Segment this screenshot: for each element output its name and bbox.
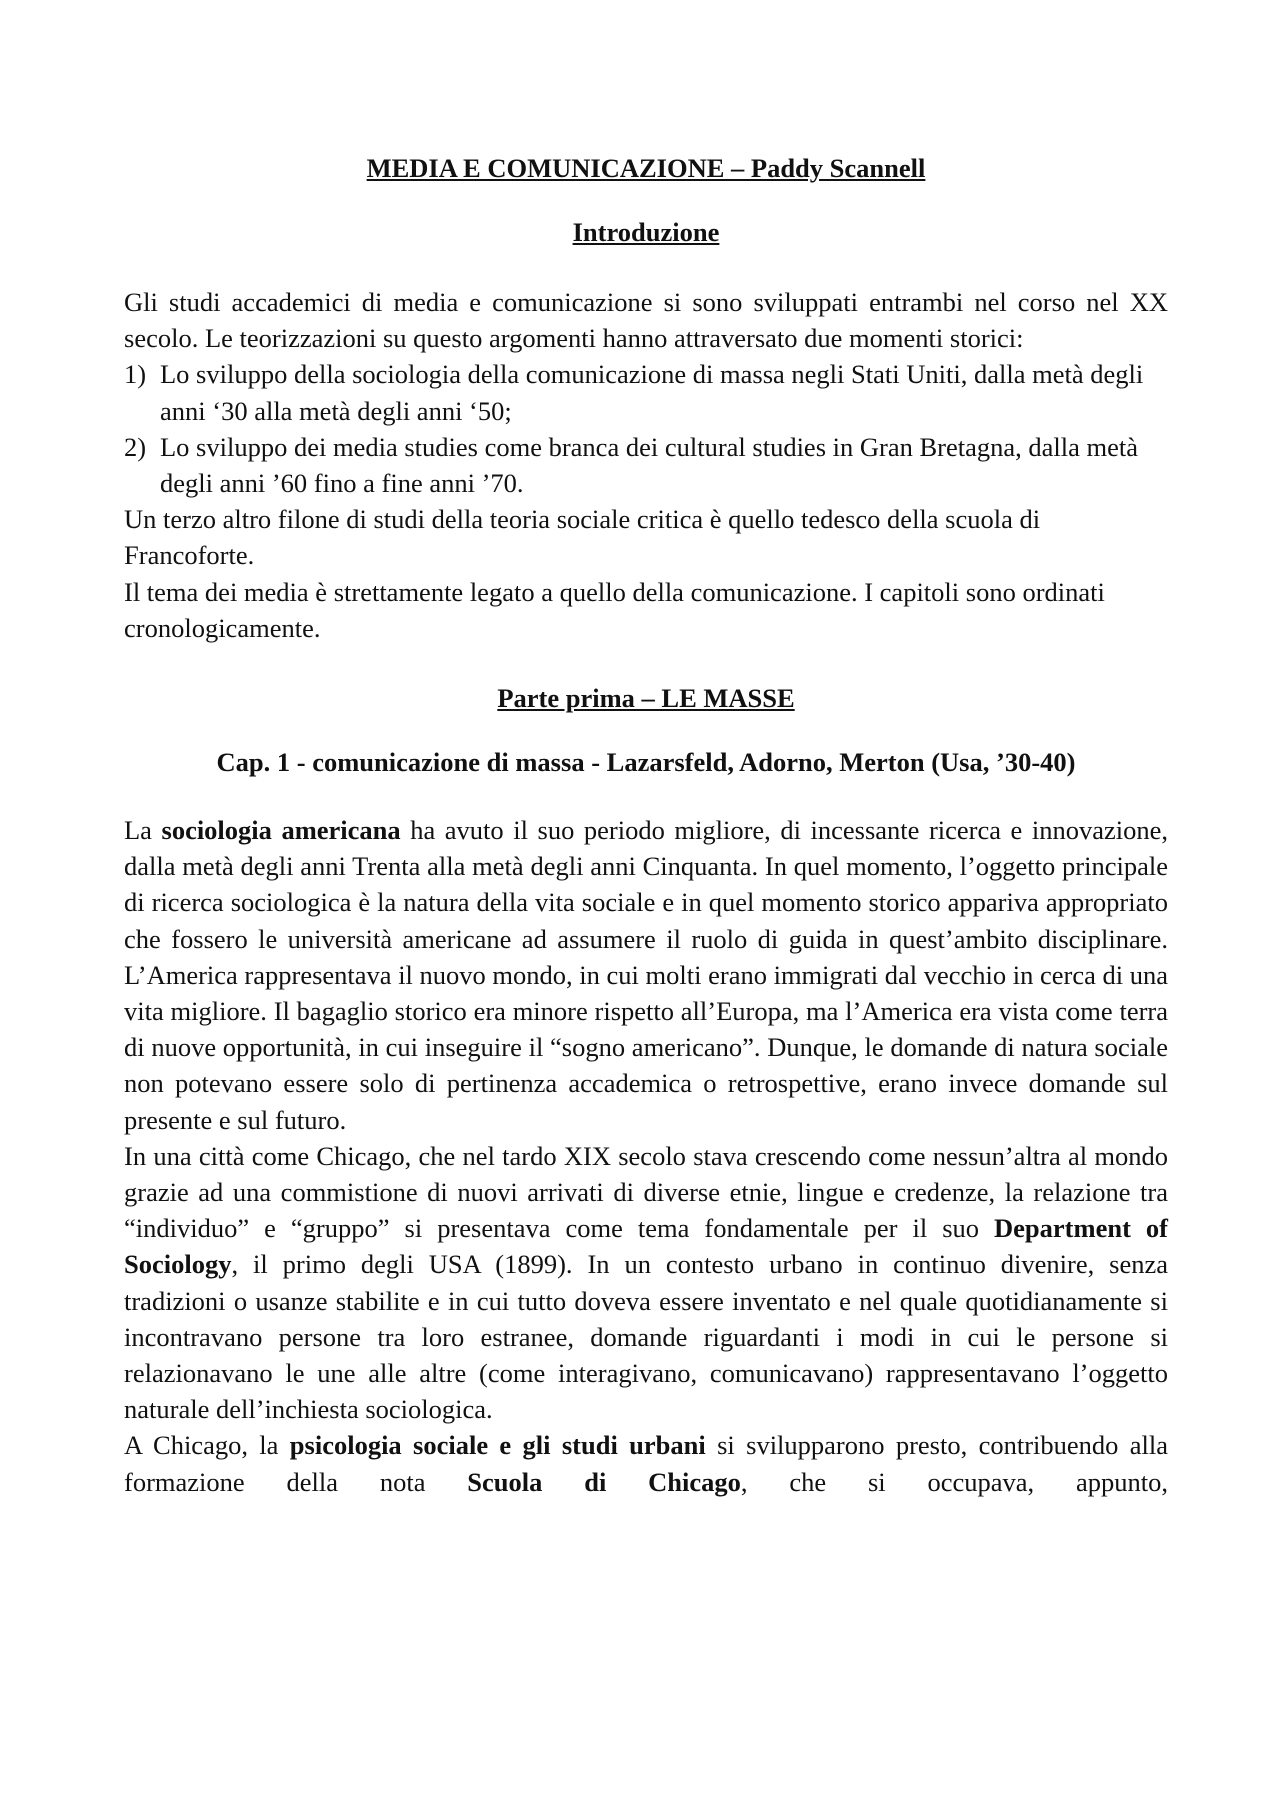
chicago-paragraph [124,1138,1168,1428]
scuola-chicago-paragraph [124,1427,1168,1499]
text-run: , il primo degli USA (1899). In un contesto urbano in continuo divenire, senza tradizioni o usanze stabilite e in cui tutto doveva essere inventato e nel quale quotidianamente si incontravano persone tra loro estranee, domande riguardanti i modi in cui le persone si relazionavano le une alle altre (come interagivano, comunicavano) rappresentavano l’oggetto naturale dell’inchiesta sociologica. [124,1249,1168,1425]
list-item [124,429,1168,501]
bold-term: Scuola di Chicago [467,1466,741,1497]
document-title: MEDIA E COMUNICAZIONE – Paddy Scannell [366,153,926,183]
bold-term: Department of Sociology [124,1213,1168,1280]
sociologia-americana-paragraph [124,812,1168,1138]
historical-moments-list [124,356,1168,501]
intro-paragraph: Gli studi accademici di media e comunicazione si sono sviluppati entrambi nel corso nel XX secolo. Le teorizzazioni su questo argomenti hanno attraversato due momenti storici: [124,287,1168,354]
text-run: La [124,815,162,846]
tema-paragraph: Il tema dei media è strettamente legato a quello della comunicazione. I capitoli sono ordinati cronologicamente. [124,576,1105,643]
intro-heading: Introduzione [572,217,720,247]
list-number: 2) [124,431,147,462]
list-text: Lo sviluppo dei media studies come branca dei cultural studies in Gran Bretagna, dalla metà degli anni ’60 fino a fine anni ’70. [160,431,1138,499]
list-item [124,356,1168,428]
chapter-heading: Cap. 1 - comunicazione di massa - Lazarsfeld, Adorno, Merton (Usa, ’30-40) [216,747,1076,778]
bold-term: psicologia sociale e gli studi urbani [289,1430,706,1461]
text-run: si svilupparono presto, contribuendo alla formazione della nota [124,1430,1168,1497]
document-body [124,150,1168,1500]
text-run: In una città come Chicago, che nel tardo XIX secolo stava crescendo come nessun’altra al mondo grazie ad una commistione di nuovi arrivati di diverse etnie, lingue e credenze, la relazione tra “individuo” e “gruppo” si presentava come tema fondamentale per il suo [124,1140,1168,1244]
list-number: 1) [124,359,147,390]
list-text: Lo sviluppo della sociologia della comunicazione di massa negli Stati Uniti, dalla metà degli anni ‘30 alla metà degli anni ‘50; [160,359,1144,426]
part-heading: Parte prima – LE MASSE [497,683,795,714]
text-run: ha avuto il suo periodo migliore, di incessante ricerca e innovazione, dalla metà degli anni Trenta alla metà degli anni Cinquanta. In quel momento, l’oggetto principale di ricerca sociologica è la natura della vita sociale e in quel momento storico appariva appropriato che fossero le università americane ad assumere il ruolo di guida in quest’ambito disciplinare. L’America rappresentava il nuovo mondo, in cui molti erano immigrati dal vecchio in cerca di una vita migliore. Il bagaglio storico era minore rispetto all’Europa, ma l’America era vista come terra di nuove opportunità, in cui inseguire il “sogno americano”. Dunque, le domande di natura sociale non potevano essere solo di pertinenza accademica o retrospettive, erano invece domande sul presente e sul futuro. [124,815,1168,1135]
text-run: , che si occupava, appunto, [740,1466,1169,1497]
francoforte-paragraph: Un terzo altro filone di studi della teoria sociale critica è quello tedesco della scuola di Francoforte. [124,504,1041,571]
bold-term: sociologia americana [161,815,401,846]
text-run: A Chicago, la [124,1430,290,1461]
